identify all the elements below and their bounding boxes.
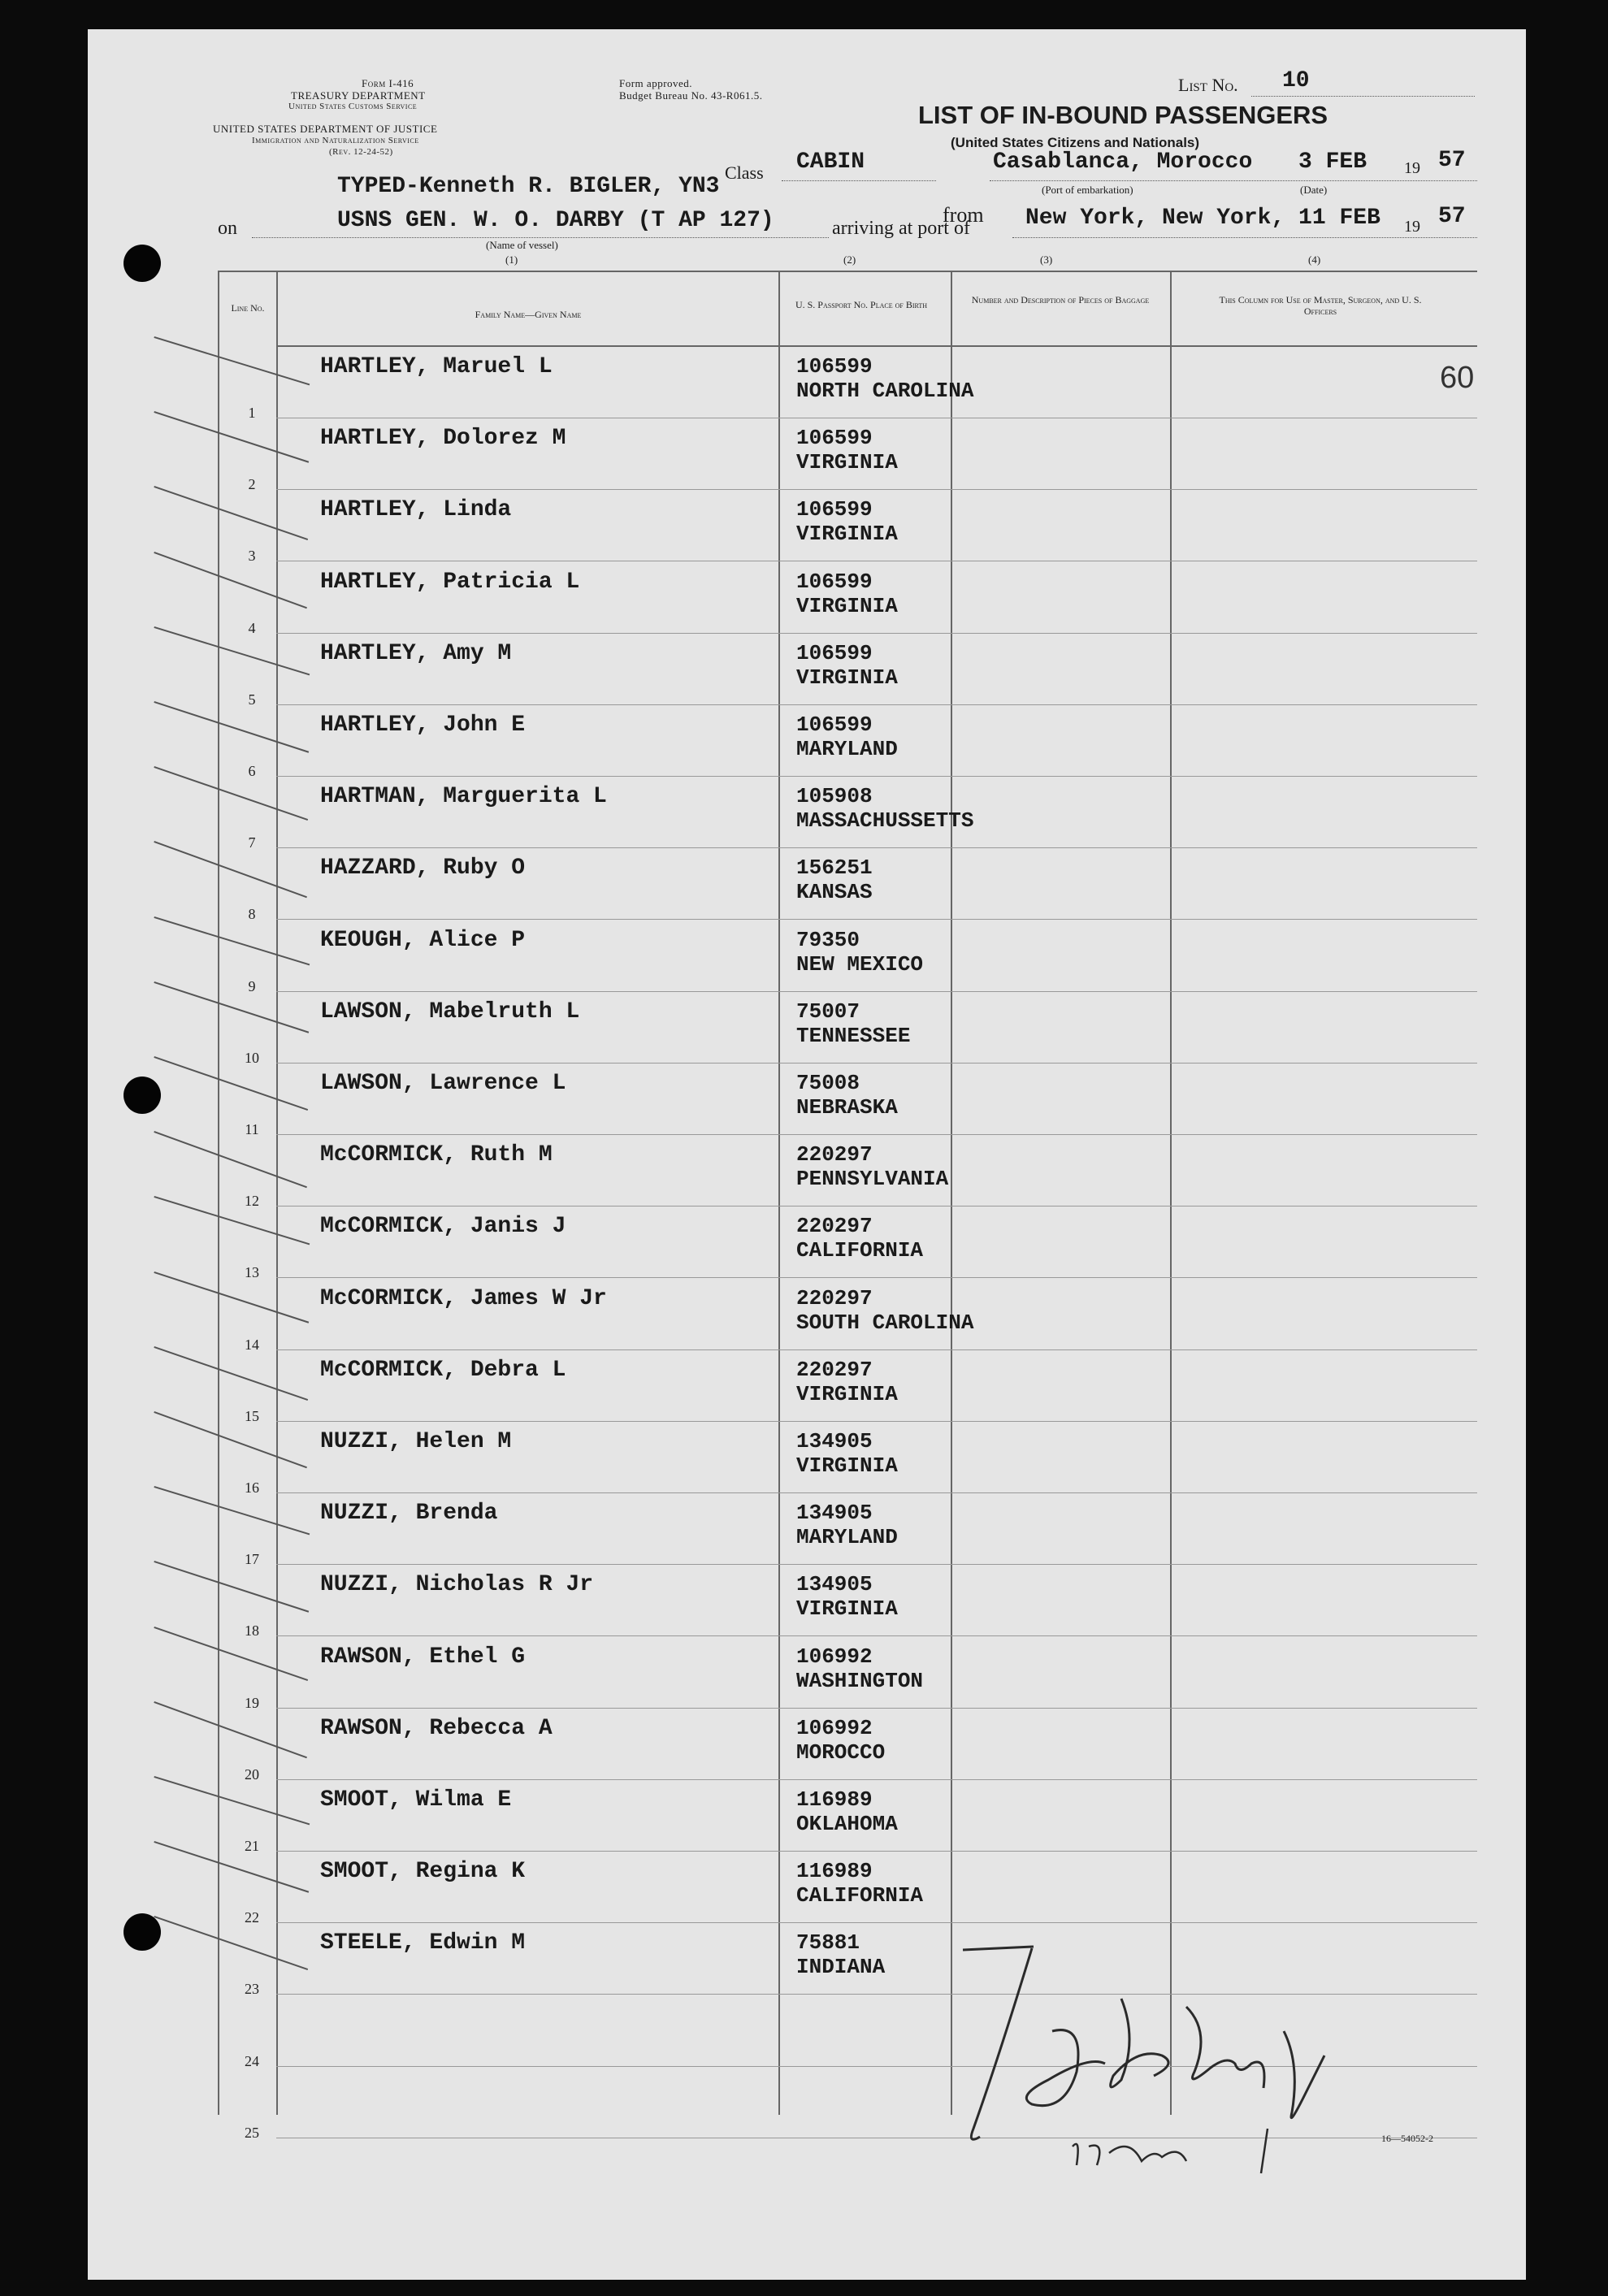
from-label: from — [943, 203, 984, 227]
on-label: on — [218, 218, 237, 239]
line-number: 24 — [245, 2052, 259, 2069]
vessel-caption: (Name of vessel) — [486, 239, 558, 251]
table-row — [0, 1927, 1608, 1999]
line-number: 18 — [245, 1622, 259, 1640]
passport-number: 106599 — [796, 569, 873, 594]
customs-service: United States Customs Service — [288, 102, 418, 111]
place-of-birth: VIRGINIA — [796, 1453, 898, 1478]
page-subtitle: (United States Citizens and Nationals) — [951, 135, 1200, 150]
table-row — [0, 2071, 1608, 2142]
table-row — [0, 566, 1608, 638]
place-of-birth: CALIFORNIA — [796, 1883, 924, 1908]
class-label: Class — [725, 162, 764, 183]
passenger-name: NUZZI, Brenda — [320, 1501, 498, 1527]
row-rule — [276, 1421, 1477, 1422]
table-row — [0, 1354, 1608, 1426]
line-number: 14 — [245, 1336, 259, 1353]
passenger-name: HARTMAN, Marguerita L — [320, 784, 607, 810]
place-of-birth: MASSACHUSSETTS — [796, 808, 974, 834]
passport-number: 79350 — [796, 927, 860, 952]
passport-number: 106992 — [796, 1644, 873, 1669]
row-rule — [276, 704, 1477, 705]
line-number: 11 — [245, 1121, 259, 1137]
row-rule — [276, 1635, 1477, 1636]
embarkation-date: 3 FEB — [1298, 149, 1367, 175]
col-num-3: (3) — [1040, 253, 1053, 266]
place-of-birth: NEW MEXICO — [796, 951, 924, 977]
arriving-label: arriving at port of — [832, 218, 970, 239]
table-row — [0, 1211, 1608, 1282]
budget-bureau: Budget Bureau No. 43-R061.5. — [619, 89, 763, 102]
year-prefix-2: 19 — [1404, 218, 1420, 236]
header-bottom-border — [276, 345, 1477, 347]
passport-number: 116989 — [796, 1787, 873, 1812]
arrival-port: New York, New York, 11 FEB — [1025, 206, 1380, 231]
line-number: 16 — [245, 1479, 259, 1496]
passenger-name: McCORMICK, Debra L — [320, 1357, 566, 1383]
passenger-name: HARTLEY, John E — [320, 713, 526, 738]
table-top-border — [218, 271, 1477, 272]
table-row — [0, 709, 1608, 781]
table-row — [0, 494, 1608, 565]
passport-number: 134905 — [796, 1501, 873, 1526]
passenger-name: RAWSON, Rebecca A — [320, 1715, 553, 1741]
line-number: 20 — [245, 1765, 259, 1783]
line-number: 4 — [248, 619, 256, 636]
passenger-name: RAWSON, Ethel G — [320, 1644, 526, 1670]
passenger-name: HARTLEY, Dolorez M — [320, 426, 566, 452]
passport-number: 106599 — [796, 640, 873, 665]
year-prefix-1: 19 — [1404, 159, 1420, 177]
place-of-birth: MARYLAND — [796, 737, 898, 761]
table-row — [0, 422, 1608, 494]
row-rule — [276, 1564, 1477, 1565]
row-rule — [276, 1708, 1477, 1709]
row-rule — [276, 847, 1477, 848]
passport-number: 106599 — [796, 713, 873, 737]
table-row — [0, 925, 1608, 996]
passport-number: 220297 — [796, 1285, 873, 1310]
place-of-birth: SOUTH CAROLINA — [796, 1310, 974, 1335]
row-rule — [276, 489, 1477, 490]
footer-form-code: 16—54052-2 — [1381, 2133, 1433, 2144]
passport-number: 156251 — [796, 856, 873, 881]
vessel-name: USNS GEN. W. O. DARBY (T AP 127) — [337, 208, 774, 233]
table-row — [0, 852, 1608, 924]
row-rule — [276, 1277, 1477, 1278]
check-mark — [154, 1561, 309, 1613]
line-number: 5 — [248, 691, 256, 708]
row-rule — [276, 1779, 1477, 1780]
ins-service: Immigration and Naturalization Service — [252, 136, 419, 145]
line-number: 1 — [248, 405, 256, 421]
passenger-name: HARTLEY, Linda — [320, 497, 512, 523]
page-title: LIST OF IN-BOUND PASSENGERS — [918, 101, 1328, 129]
col-num-2: (2) — [843, 253, 856, 266]
line-number: 23 — [245, 1981, 259, 1998]
check-mark — [154, 1346, 308, 1401]
passenger-name: SMOOT, Wilma E — [320, 1787, 512, 1813]
port-caption: (Port of embarkation) — [1042, 184, 1133, 196]
row-rule — [276, 1134, 1477, 1135]
embarkation-year: 57 — [1438, 148, 1466, 173]
line-number: 22 — [245, 1909, 259, 1926]
table-row — [0, 1999, 1608, 2071]
row-rule — [276, 919, 1477, 920]
check-mark — [154, 916, 310, 965]
table-row — [0, 1497, 1608, 1569]
arrival-year: 57 — [1438, 204, 1466, 229]
line-number: 21 — [245, 1838, 259, 1854]
line-number: 15 — [245, 1407, 259, 1424]
table-row — [0, 1641, 1608, 1713]
passport-number: 75007 — [796, 999, 860, 1024]
col-num-4: (4) — [1308, 253, 1321, 266]
check-mark — [154, 486, 308, 540]
table-row — [0, 1713, 1608, 1784]
line-number: 17 — [245, 1551, 259, 1568]
line-number: 6 — [248, 763, 256, 779]
col-header-name: Family Name—Given Name — [475, 309, 582, 320]
place-of-birth: VIRGINIA — [796, 1596, 898, 1622]
passport-number: 134905 — [796, 1429, 873, 1453]
passenger-name: STEELE, Edwin M — [320, 1930, 526, 1956]
list-no-label: List No. — [1178, 75, 1238, 95]
table-row — [0, 351, 1608, 422]
line-number: 2 — [248, 476, 256, 493]
row-rule — [276, 991, 1477, 992]
port-of-embarkation: Casablanca, Morocco — [993, 149, 1253, 175]
officer-note: 60 — [1440, 361, 1475, 395]
passenger-name: SMOOT, Regina K — [320, 1859, 526, 1885]
row-rule — [276, 1492, 1477, 1493]
place-of-birth: PENNSYLVANIA — [796, 1167, 949, 1192]
passenger-name: LAWSON, Mabelruth L — [320, 999, 580, 1025]
list-no-value: 10 — [1282, 68, 1310, 93]
place-of-birth: VIRGINIA — [796, 1381, 898, 1406]
row-rule — [276, 633, 1477, 634]
line-number: 13 — [245, 1264, 259, 1281]
passenger-name: McCORMICK, Janis J — [320, 1214, 566, 1240]
punch-hole-top — [124, 245, 161, 282]
passport-number: 106599 — [796, 426, 873, 451]
table-row — [0, 996, 1608, 1068]
table-row — [0, 1856, 1608, 1927]
table-row — [0, 781, 1608, 852]
col-header-passport: U. S. Passport No. Place of Birth — [795, 299, 928, 310]
passport-number: 220297 — [796, 1357, 873, 1382]
passenger-name: NUZZI, Nicholas R Jr — [320, 1572, 594, 1598]
line-number: 3 — [248, 548, 256, 565]
line-number: 9 — [248, 977, 256, 994]
typed-by: TYPED-Kenneth R. BIGLER, YN3 — [337, 174, 720, 199]
place-of-birth: MARYLAND — [796, 1525, 898, 1550]
place-of-birth: NEBRASKA — [796, 1095, 898, 1120]
place-of-birth: VIRGINIA — [796, 593, 898, 618]
passport-number: 106599 — [796, 497, 873, 522]
revision-date: (Rev. 12-24-52) — [329, 147, 393, 157]
passport-number: 75008 — [796, 1071, 860, 1095]
place-of-birth: VIRGINIA — [796, 665, 898, 690]
line-number: 10 — [245, 1049, 259, 1066]
line-number: 7 — [248, 834, 256, 851]
passenger-name: McCORMICK, James W Jr — [320, 1285, 607, 1311]
row-rule — [276, 1851, 1477, 1852]
treasury-dept: TREASURY DEPARTMENT — [291, 89, 426, 102]
table-row — [0, 1784, 1608, 1856]
line-number: 12 — [245, 1193, 259, 1210]
row-rule — [276, 776, 1477, 777]
passenger-name: HARTLEY, Patricia L — [320, 569, 580, 595]
form-approved: Form approved. — [619, 77, 693, 89]
col-num-1: (1) — [505, 253, 518, 266]
line-number: 8 — [248, 906, 256, 923]
passenger-name: KEOUGH, Alice P — [320, 927, 526, 953]
table-row — [0, 638, 1608, 709]
passport-number: 220297 — [796, 1142, 873, 1167]
col-header-baggage: Number and Description of Pieces of Baggage — [971, 294, 1150, 305]
passport-number: 116989 — [796, 1859, 873, 1884]
passenger-name: HARTLEY, Amy M — [320, 640, 512, 666]
place-of-birth: NORTH CAROLINA — [796, 379, 974, 403]
passport-number: 75881 — [796, 1930, 860, 1956]
passenger-name: HAZZARD, Ruby O — [320, 856, 526, 882]
date-caption: (Date) — [1300, 184, 1328, 196]
official-signature — [943, 1934, 1365, 2177]
passenger-name: LAWSON, Lawrence L — [320, 1071, 566, 1096]
line-number: 25 — [245, 2124, 259, 2141]
table-row — [0, 1426, 1608, 1497]
table-row — [0, 1068, 1608, 1139]
place-of-birth: INDIANA — [796, 1955, 886, 1980]
place-of-birth: KANSAS — [796, 880, 873, 905]
row-rule — [276, 1349, 1477, 1350]
passenger-name: HARTLEY, Maruel L — [320, 354, 553, 379]
passport-number: 220297 — [796, 1214, 873, 1239]
row-rule — [276, 1063, 1477, 1064]
table-row — [0, 1569, 1608, 1640]
passport-number: 106992 — [796, 1715, 873, 1740]
line-number: 19 — [245, 1694, 259, 1711]
form-number: Form I-416 — [362, 77, 414, 89]
place-of-birth: VIRGINIA — [796, 522, 898, 547]
check-mark — [154, 701, 309, 753]
place-of-birth: CALIFORNIA — [796, 1238, 924, 1263]
class-value: CABIN — [796, 149, 865, 175]
place-of-birth: TENNESSEE — [796, 1023, 911, 1048]
table-row — [0, 1283, 1608, 1354]
col-header-line-no: Line No. — [231, 302, 265, 314]
check-mark — [154, 1776, 310, 1825]
passport-number: 134905 — [796, 1572, 873, 1597]
place-of-birth: MOROCCO — [796, 1739, 886, 1765]
table-row — [0, 1139, 1608, 1211]
passenger-name: McCORMICK, Ruth M — [320, 1142, 553, 1168]
col-header-officers: This Column for Use of Master, Surgeon, and U. S. Officers — [1219, 294, 1422, 317]
justice-dept: UNITED STATES DEPARTMENT OF JUSTICE — [213, 123, 438, 135]
place-of-birth: WASHINGTON — [796, 1668, 924, 1693]
passenger-name: NUZZI, Helen M — [320, 1429, 512, 1454]
passport-number: 106599 — [796, 354, 873, 379]
check-mark — [154, 1131, 307, 1188]
passport-number: 105908 — [796, 784, 873, 809]
row-rule — [276, 1922, 1477, 1923]
place-of-birth: OKLAHOMA — [796, 1812, 898, 1836]
place-of-birth: VIRGINIA — [796, 450, 898, 475]
